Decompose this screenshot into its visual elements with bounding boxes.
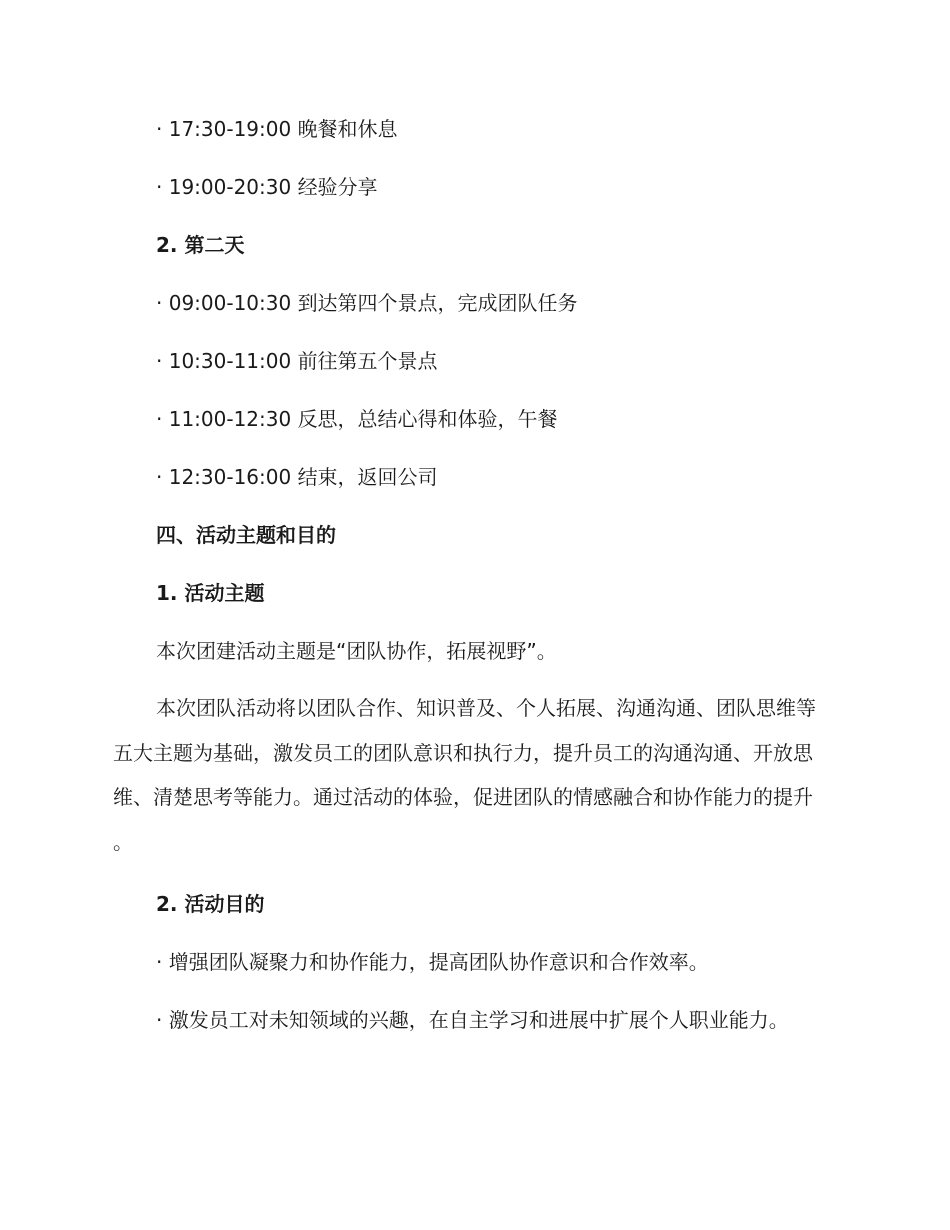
schedule-item: · 11:00-12:30 反思，总结心得和体验，午餐 — [156, 407, 558, 431]
goal-heading: 2. 活动目的 — [156, 891, 265, 916]
schedule-item: · 10:30-11:00 前往第五个景点 — [156, 349, 438, 373]
schedule-item: · 09:00-10:30 到达第四个景点，完成团队任务 — [156, 291, 578, 315]
section-heading: 四、活动主题和目的 — [156, 523, 336, 547]
day2-heading: 2. 第二天 — [156, 233, 245, 257]
goal-item: · 增强团队凝聚力和协作能力，提高团队协作意识和合作效率。 — [156, 949, 709, 974]
schedule-item: · 12:30-16:00 结束，返回公司 — [156, 465, 438, 489]
theme-body: 本次团队活动将以团队合作、知识普及、个人拓展、沟通沟通、团队思维等五大主题为基础，激发员工的团队意识和执行力，提升员工的沟通沟通、开放思维、清楚思考等能力。通过活动的体验，促进团队的情感融合和协作能力的提升。 — [113, 696, 816, 855]
theme-intro: 本次团建活动主题是“团队协作，拓展视野”。 — [156, 639, 557, 663]
schedule-item: · 17:30-19:00 晚餐和休息 — [156, 117, 398, 141]
theme-heading: 1. 活动主题 — [156, 581, 265, 605]
schedule-item: · 19:00-20:30 经验分享 — [156, 175, 378, 199]
goal-item: · 激发员工对未知领域的兴趣，在自主学习和进展中扩展个人职业能力。 — [156, 1007, 789, 1032]
